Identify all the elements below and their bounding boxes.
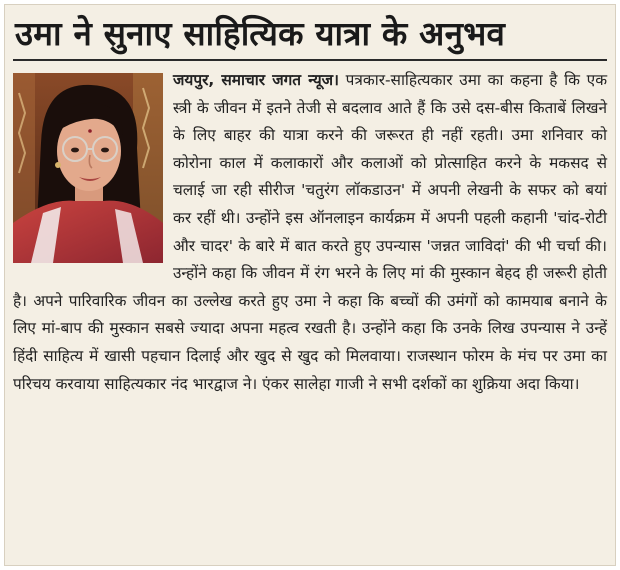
headline-rule (13, 59, 607, 61)
dateline: जयपुर, समाचार जगत न्यूज। (173, 71, 339, 89)
portrait-image (13, 73, 163, 263)
newspaper-clipping (4, 4, 616, 566)
author-photo (13, 73, 163, 263)
article-text: पत्रकार-साहित्यकार उमा का कहना है कि एक स्त्री के जीवन में इतने तेजी से बदलाव आते हैं कि उसे दस-बीस किताबें लिखने के लिए बाहर की यात्रा करने की जरूरत ही नहीं रहती। उमा शनिवार को कोरोना काल में कलाकारों और कलाओं को प्रोत्साहित करने के मकसद से चलाई जा रही सीरीज 'चतुरंग लॉकडाउन' में अपनी लेखनी के सफर को बयां कर रहीं थी। उन्होंने इस ऑनलाइन कार्यक्रम में अपनी पहली कहानी 'चांद-रोटी और चादर' के बारे में बात करते हुए उपन्यास 'जन्नत जाविदां' की भी चर्चा की। उन्होंने कहा कि जीवन में रंग भरने के लिए मां की मुस्कान बेहद ही जरूरी होती है। अपने पारिवारिक जीवन का उल्लेख करते हुए उमा ने कहा कि बच्चों की उमंगों को कामयाब बनाने के लिए मां-बाप की मुस्कान सबसे ज्यादा अपना महत्व रखती है। उन्होंने कहा कि उनके लिख उपन्यास ने उन्हें हिंदी साहित्य में खासी पहचान दिलाई और खुद से खुद को मिलवाया। राजस्थान फोरम के मंच पर उमा का परिचय करवाया साहित्यकार नंद भारद्वाज ने। एंकर सालेहा गाजी ने सभी दर्शकों का शुक्रिया अदा किया। (13, 71, 608, 393)
headline: उमा ने सुनाए साहित्यिक यात्रा के अनुभव (15, 14, 506, 53)
article-body (13, 67, 607, 398)
